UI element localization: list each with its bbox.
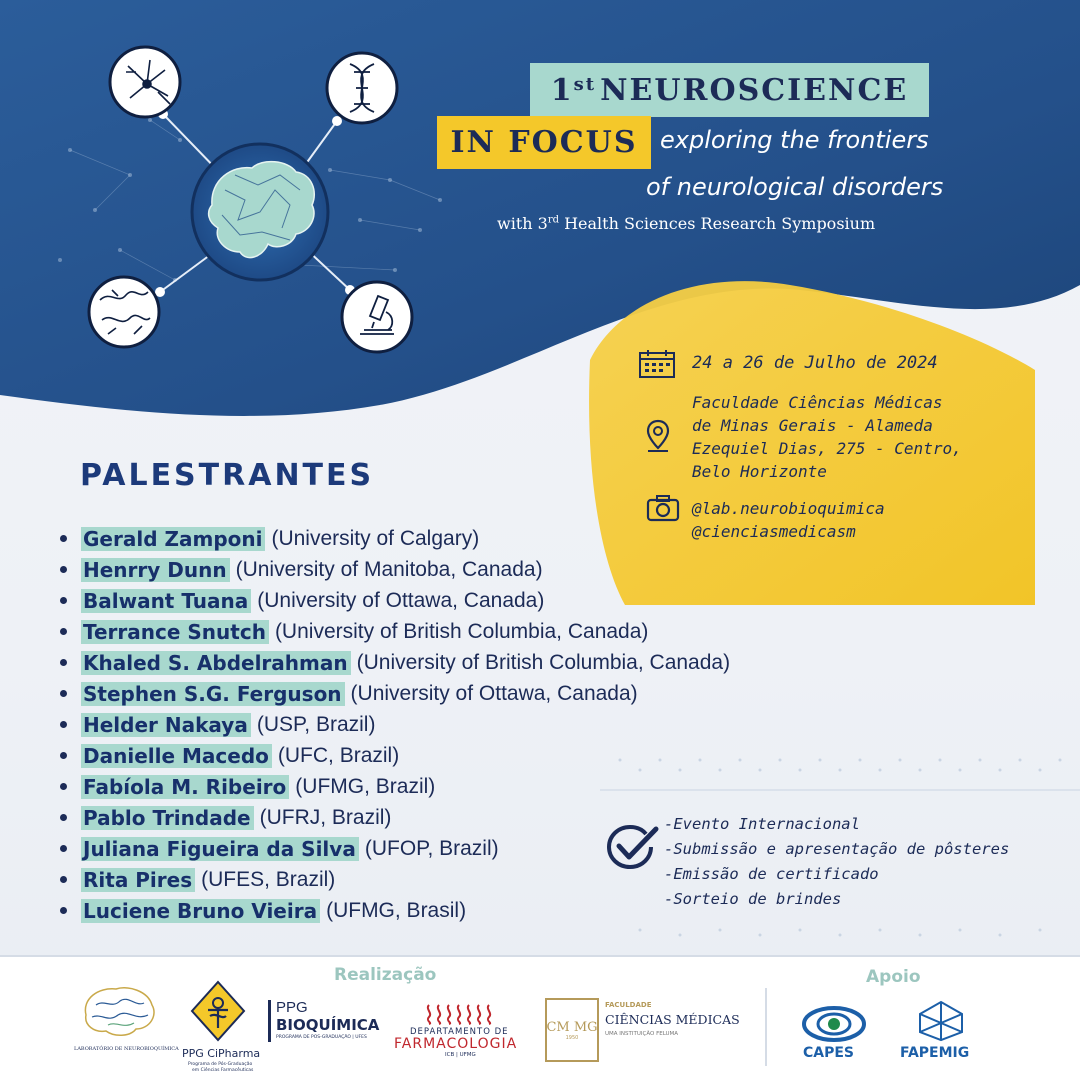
speaker-item (60, 740, 730, 771)
ppg-logo-line-1: PPG (276, 999, 308, 1016)
venue-line: Faculdade Ciências Médicas (692, 393, 943, 412)
farmacologia-line-1: DEPARTAMENTO DE (410, 1027, 509, 1037)
speaker-affiliation: (UFRJ, Brazil) (259, 805, 392, 829)
title-line-2: IN FOCUS (437, 116, 651, 169)
capes-label: CAPES (803, 1045, 855, 1061)
speaker-name: Balwant Tuana (81, 589, 251, 613)
speaker-name: Rita Pires (81, 868, 195, 892)
calendar-icon (638, 348, 678, 380)
farmacologia-logo-mark (425, 1003, 499, 1025)
cipharma-logo (190, 980, 246, 1042)
subtitle-rest: Health Sciences Research Symposium (564, 214, 876, 233)
speaker-affiliation: (UFMG, Brazil) (295, 774, 436, 798)
feature-item: -Sorteio de brindes (664, 890, 842, 908)
venue-line: Belo Horizonte (692, 462, 827, 481)
speaker-item (60, 647, 730, 678)
ppg-logo-line-2: BIOQUÍMICA (276, 1016, 380, 1034)
footer-divider (765, 988, 767, 1066)
speaker-item (60, 678, 730, 709)
speaker-item (60, 895, 730, 926)
cipharma-caption-1: Programa de Pós-Graduação (188, 1062, 253, 1067)
cipharma-name: PPG CiPharma (182, 1047, 261, 1060)
speaker-name: Fabíola M. Ribeiro (81, 775, 289, 799)
camera-icon (646, 494, 680, 522)
speaker-name: Henrry Dunn (81, 558, 230, 582)
venue-block (692, 391, 962, 483)
tagline-line-2: of neurological disorders (646, 173, 944, 201)
bullet-dot (60, 721, 67, 728)
realizacao-label: Realização (334, 965, 437, 985)
speaker-affiliation: (UFMG, Brasil) (326, 898, 467, 922)
checkmark-circle-icon (606, 824, 660, 870)
bullet-dot (60, 566, 67, 573)
apoio-label: Apoio (866, 967, 921, 987)
ppg-logo-caption: PROGRAMA DE POS-GRADUAÇÃO | UFES (276, 1035, 367, 1040)
neuron-circle (110, 47, 180, 117)
social-handle[interactable]: @cienciasmedicasm (692, 522, 856, 541)
microscope-circle (342, 282, 412, 352)
title-word: NEUROSCIENCE (600, 72, 909, 108)
dna-circle (327, 53, 397, 123)
ppg-logo-bar (268, 1000, 271, 1042)
speaker-item (60, 616, 730, 647)
speaker-name: Stephen S.G. Ferguson (81, 682, 345, 706)
subtitle-prefix: with 3 (497, 214, 548, 233)
farmacologia-caption: ICB | UFMG (445, 1052, 476, 1058)
monogram-year: 1950 (565, 1034, 579, 1041)
bullet-dot (60, 535, 67, 542)
bullet-dot (60, 597, 67, 604)
bullet-dot (60, 690, 67, 697)
neurobiochemistry-lab-logo (78, 985, 160, 1041)
speaker-affiliation: (USP, Brazil) (256, 712, 376, 736)
fapemig-label: FAPEMIG (900, 1045, 970, 1061)
feature-item: -Emissão de certificado (664, 865, 879, 883)
speaker-affiliation: (UFOP, Brazil) (364, 836, 499, 860)
speaker-affiliation: (UFC, Brazil) (277, 743, 400, 767)
speaker-item (60, 709, 730, 740)
speaker-name: Pablo Trindade (81, 806, 254, 830)
speaker-affiliation: (UFES, Brazil) (201, 867, 336, 891)
speaker-name: Terrance Snutch (81, 620, 269, 644)
speaker-item (60, 585, 730, 616)
speaker-name: Gerald Zamponi (81, 527, 265, 551)
bullet-dot (60, 783, 67, 790)
speaker-affiliation: (University of British Columbia, Canada) (274, 619, 649, 643)
bullet-dot (60, 907, 67, 914)
title-line-1 (530, 63, 929, 117)
subtitle (497, 214, 875, 233)
title-ordinal-suffix: st (573, 73, 597, 95)
synapse-circle (89, 277, 159, 347)
speaker-affiliation: (University of Ottawa, Canada) (350, 681, 638, 705)
speaker-name: Juliana Figueira da Silva (81, 837, 359, 861)
speaker-affiliation: (University of British Columbia, Canada) (356, 650, 731, 674)
fapemig-logo-mark (918, 1000, 964, 1042)
speakers-heading: PALESTRANTES (80, 458, 375, 493)
subtitle-suffix: rd (547, 214, 559, 226)
speaker-item (60, 771, 730, 802)
bullet-dot (60, 659, 67, 666)
monogram-letters: CM MG (546, 1019, 598, 1035)
bullet-dot (60, 752, 67, 759)
venue-line: Ezequiel Dias, 275 - Centro, (692, 439, 962, 458)
bullet-dot (60, 876, 67, 883)
event-date: 24 a 26 de Julho de 2024 (692, 353, 938, 373)
bullet-dot (60, 814, 67, 821)
speaker-name: Helder Nakaya (81, 713, 251, 737)
ciencias-medicas-line-2: CIÊNCIAS MÉDICAS (605, 1012, 740, 1027)
speaker-affiliation: (University of Calgary) (271, 526, 480, 550)
farmacologia-line-2: FARMACOLOGIA (394, 1036, 518, 1052)
ciencias-medicas-monogram (545, 998, 599, 1062)
speaker-name: Luciene Bruno Vieira (81, 899, 320, 923)
tagline-line-1: exploring the frontiers (660, 126, 929, 154)
speaker-affiliation: (University of Ottawa, Canada) (257, 588, 545, 612)
bullet-dot (60, 845, 67, 852)
lab-logo-caption: LABORATÓRIO DE NEUROBIOQUÍMICA (74, 1046, 179, 1052)
feature-item: -Evento Internacional (664, 815, 860, 833)
social-handle[interactable]: @lab.neurobioquimica (692, 499, 885, 518)
bullet-dot (60, 628, 67, 635)
venue-line: de Minas Gerais - Alameda (692, 416, 933, 435)
title-ordinal: 1 (550, 72, 574, 108)
speaker-item (60, 554, 730, 585)
capes-logo-mark (800, 1000, 870, 1044)
cipharma-caption-2: em Ciências Farmacêuticas (192, 1068, 254, 1073)
speaker-name: Khaled S. Abdelrahman (81, 651, 351, 675)
speaker-name: Danielle Macedo (81, 744, 272, 768)
location-pin-icon (644, 418, 672, 454)
feature-item: -Submissão e apresentação de pôsteres (664, 840, 1010, 858)
speaker-affiliation: (University of Manitoba, Canada) (235, 557, 543, 581)
ciencias-medicas-line-1: FACULDADE (605, 1001, 652, 1009)
features-list (664, 812, 1009, 912)
ciencias-medicas-line-3: UMA INSTITUIÇÃO FELUMA (605, 1031, 679, 1037)
speaker-item (60, 523, 730, 554)
